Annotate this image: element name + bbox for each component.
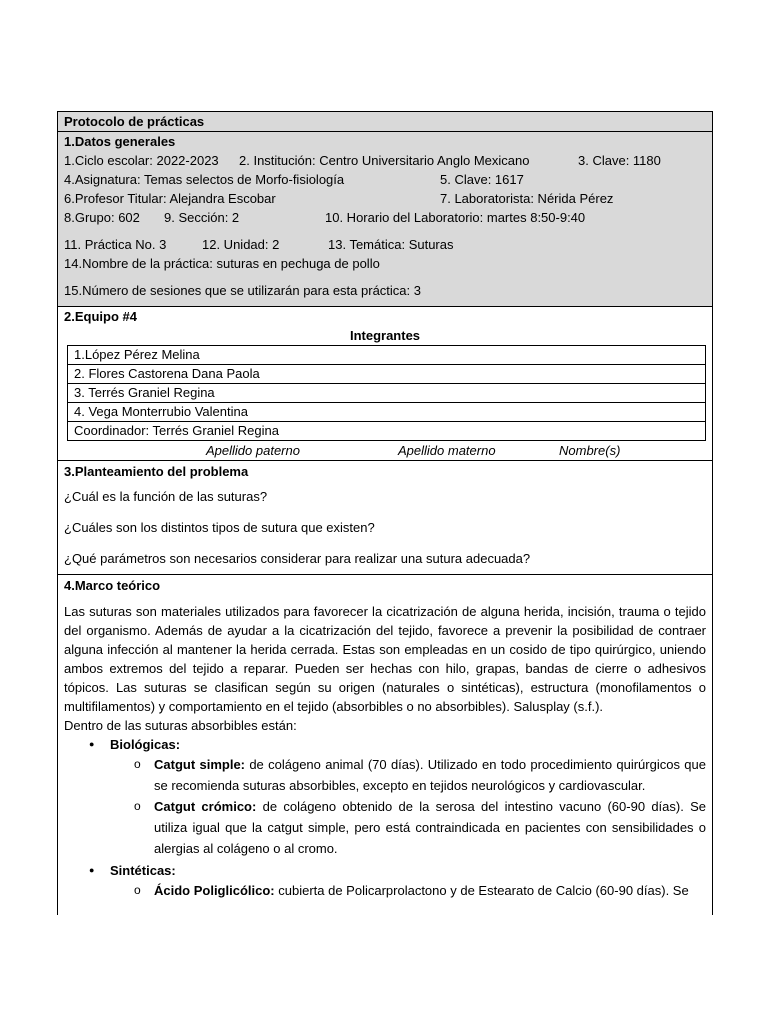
col-apellido-paterno: Apellido paterno	[206, 443, 300, 458]
absorbibles-intro: Dentro de las suturas absorbibles están:	[64, 718, 297, 733]
tematica: 13. Temática: Suturas	[328, 237, 454, 252]
acido-poliglicolico-text: cubierta de Policarprolactono y de Estearato de Calcio (60-90 días). Se	[274, 883, 689, 898]
member-3: 3. Terrés Graniel Regina	[68, 384, 706, 403]
ciclo-escolar: 1.Ciclo escolar: 2022-2023	[64, 153, 219, 168]
laboratorista: 7. Laboratorista: Nérida Pérez	[440, 191, 614, 206]
col-nombres: Nombre(s)	[559, 443, 621, 458]
practica-no: 11. Práctica No. 3	[64, 237, 167, 252]
table-row	[68, 384, 706, 403]
coordinator: Coordinador: Terrés Graniel Regina	[68, 422, 706, 441]
list-item	[154, 754, 712, 796]
document-title: Protocolo de prácticas	[58, 112, 712, 132]
sinteticas-sublist	[110, 880, 712, 901]
row-grupo	[64, 208, 712, 227]
clave-1617: 5. Clave: 1617	[440, 172, 524, 187]
row-practica	[64, 235, 712, 254]
table-row	[68, 365, 706, 384]
catgut-simple-text: de colágeno animal (70 días). Utilizado en todo procedimiento quirúrgicos que se recomienda suturas absorbibles, excepto en tejidos neurológicos y cardiovascular.	[154, 757, 706, 793]
row-profesor	[64, 189, 712, 208]
practice-protocol-document	[57, 111, 713, 915]
question-1: ¿Cuál es la función de las suturas?	[64, 489, 268, 504]
unidad: 12. Unidad: 2	[202, 237, 280, 252]
general-data-heading: 1.Datos generales	[64, 134, 176, 149]
list-item	[154, 796, 712, 859]
general-data-section	[58, 112, 712, 307]
catgut-cromico-text: de colágeno obtenido de la serosa del intestino vacuno (60-90 días). Se utiliza igual que la catgut simple, pero está contraindicada en pacientes con sensibilidades o alergias al colágeno o al cromo.	[154, 799, 707, 856]
biologicas-sublist	[110, 754, 712, 859]
catgut-simple-term: Catgut simple:	[154, 757, 245, 772]
question-3: ¿Qué parámetros son necesarios considerar para realizar una sutura adecuada?	[64, 551, 531, 566]
member-4: 4. Vega Monterrubio Valentina	[68, 403, 706, 422]
theory-heading: 4.Marco teórico	[64, 578, 161, 593]
question-2: ¿Cuáles son los distintos tipos de sutura que existen?	[64, 520, 375, 535]
biologicas-label: Biológicas:	[110, 737, 181, 752]
catgut-cromico-term: Catgut crómico:	[154, 799, 257, 814]
team-section	[58, 307, 712, 461]
horario-laboratorio: 10. Horario del Laboratorio: martes 8:50-9:40	[325, 210, 586, 225]
theory-paragraph: Las suturas son materiales utilizados para favorecer la cicatrización de alguna herida, incisión, trauma o tejido del organismo. Además de ayudar a la cicatrización del tejido, favorece a prevenir la posibilidad de contraer alguna infección al mantener la herida cerrada. Estas son empleadas en un cosido de tipo quirúrgico, uniendo ambos extremos del tejido a reparar. Pueden ser hechas con hilo, grapas, bandas de cierre o adhesivos tópicos. Las suturas se clasifican según su origen (naturales o sintéticas), estructura (monofilamentos o multifilamentos) y comportamiento en el tejido (absorbibles o no absorbibles). Salusplay (s.f.).	[64, 604, 706, 714]
grupo: 8.Grupo: 602	[64, 210, 140, 225]
acido-poliglicolico-term: Ácido Poliglicólico:	[154, 883, 275, 898]
suture-list	[58, 735, 712, 901]
team-heading: 2.Equipo #4	[64, 309, 137, 324]
member-1: 1.López Pérez Melina	[68, 346, 706, 365]
problem-section	[58, 462, 712, 575]
seccion: 9. Sección: 2	[164, 210, 240, 225]
theory-section	[58, 576, 712, 901]
row-asignatura	[64, 170, 712, 189]
problem-heading: 3.Planteamiento del problema	[64, 464, 249, 479]
row-ciclo-institucion-clave	[64, 151, 712, 170]
numero-sesiones: 15.Número de sesiones que se utilizarán para esta práctica: 3	[64, 283, 421, 298]
nombre-practica: 14.Nombre de la práctica: suturas en pechuga de pollo	[64, 256, 380, 271]
asignatura: 4.Asignatura: Temas selectos de Morfo-fisiología	[64, 172, 345, 187]
table-row	[68, 403, 706, 422]
table-row	[68, 346, 706, 365]
list-item	[110, 861, 712, 901]
surname-columns	[58, 441, 712, 460]
col-apellido-materno: Apellido materno	[398, 443, 496, 458]
member-2: 2. Flores Castorena Dana Paola	[68, 365, 706, 384]
sinteticas-label: Sintéticas:	[110, 863, 176, 878]
members-table	[67, 345, 706, 441]
clave-1180: 3. Clave: 1180	[578, 153, 661, 168]
institucion: 2. Institución: Centro Universitario Anglo Mexicano	[239, 153, 530, 168]
list-item	[154, 880, 712, 901]
list-item	[110, 735, 712, 859]
integrantes-header: Integrantes	[349, 328, 421, 343]
table-row	[68, 422, 706, 441]
profesor-titular: 6.Profesor Titular: Alejandra Escobar	[64, 191, 276, 206]
